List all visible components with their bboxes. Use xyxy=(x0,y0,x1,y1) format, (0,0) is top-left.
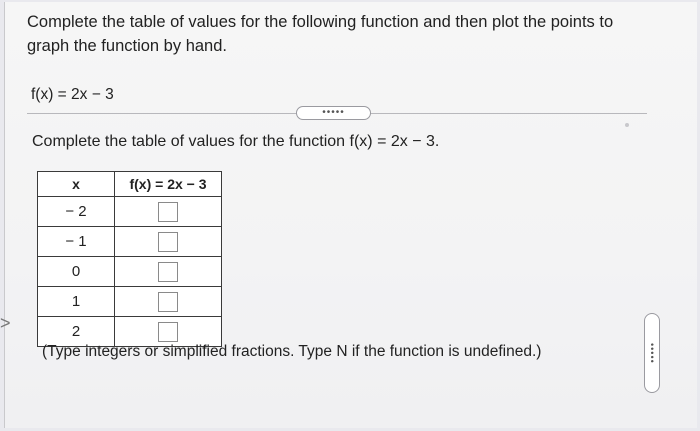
values-table xyxy=(37,171,222,347)
table-row xyxy=(38,227,222,257)
fx-cell xyxy=(115,287,222,317)
fx-cell xyxy=(115,257,222,287)
expand-more-button[interactable]: ••••• xyxy=(296,106,371,120)
x-value: 2 xyxy=(38,317,115,347)
side-drag-handle[interactable] xyxy=(644,313,660,393)
table-instruction: Complete the table of values for the function f(x) = 2x − 3. xyxy=(32,133,440,150)
handle-dots: ••••• xyxy=(647,342,657,364)
table-row xyxy=(38,257,222,287)
question-card xyxy=(4,2,697,428)
fx-cell xyxy=(115,317,222,347)
x-value: 1 xyxy=(38,287,115,317)
decorative-dot xyxy=(625,123,629,127)
answer-input[interactable] xyxy=(158,262,178,282)
fx-cell xyxy=(115,197,222,227)
table-row xyxy=(38,317,222,347)
x-value: 0 xyxy=(38,257,115,287)
header-fx: f(x) = 2x − 3 xyxy=(115,172,222,197)
answer-input[interactable] xyxy=(158,322,178,342)
x-value: − 2 xyxy=(38,197,115,227)
table-row xyxy=(38,287,222,317)
x-value: − 1 xyxy=(38,227,115,257)
header-x: x xyxy=(38,172,115,197)
function-definition: f(x) = 2x − 3 xyxy=(31,86,114,103)
chevron-right-icon[interactable]: > xyxy=(0,313,11,333)
fx-cell xyxy=(115,227,222,257)
question-prompt: Complete the table of values for the following function and then plot the points to graph the function by hand. xyxy=(27,13,614,55)
answer-input[interactable] xyxy=(158,202,178,222)
answer-input[interactable] xyxy=(158,232,178,252)
answer-input[interactable] xyxy=(158,292,178,312)
table-header-row xyxy=(38,172,222,197)
answer-format-note: (Type integers or simplified fractions. Type N if the function is undefined.) xyxy=(42,343,542,360)
table-row xyxy=(38,197,222,227)
